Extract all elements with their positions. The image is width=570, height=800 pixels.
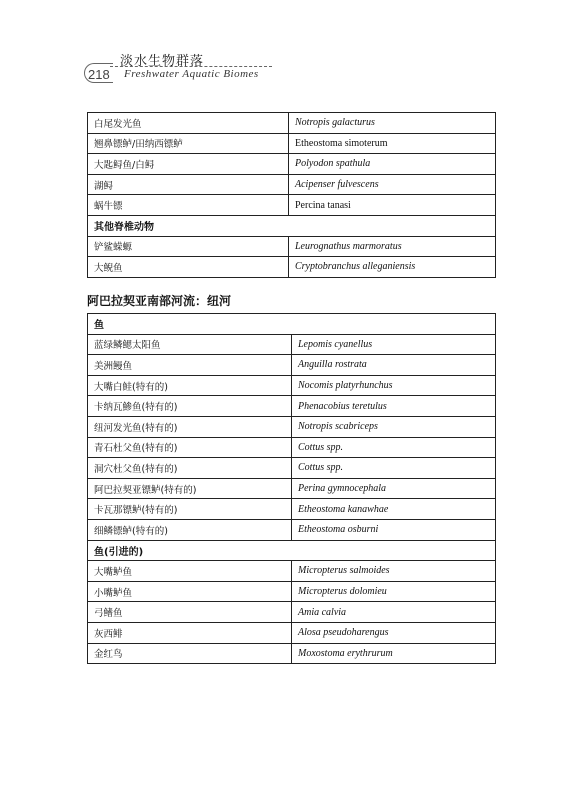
common-name-cell: 细鳞镖鲈(特有的): [88, 519, 292, 540]
scientific-name-cell: Cottus spp.: [292, 437, 496, 458]
species-table-2-body: [88, 314, 496, 664]
scientific-name-cell: Polyodon spathula: [289, 154, 496, 175]
section-title: 阿巴拉契亚南部河流：纽河: [87, 294, 232, 308]
category-label: 其他脊椎动物: [88, 215, 496, 236]
scientific-name-cell: Etheostoma kanawhae: [292, 499, 496, 520]
scientific-name-cell: Etheostoma osburni: [292, 519, 496, 540]
scientific-name-cell: Notropis galacturus: [289, 113, 496, 134]
table-row: [88, 174, 496, 195]
species-table-1: [87, 112, 496, 278]
category-label: 鱼(引进的): [88, 540, 496, 561]
table-row: [88, 154, 496, 175]
category-row: [88, 314, 496, 335]
scientific-name-cell: Amia calvia: [292, 602, 496, 623]
common-name-cell: 美洲鳗鱼: [88, 355, 292, 376]
common-name-cell: 阿巴拉契亚镖鲈(特有的): [88, 478, 292, 499]
scientific-name-cell: Anguilla rostrata: [292, 355, 496, 376]
category-row: [88, 540, 496, 561]
common-name-cell: 青石杜父鱼(特有的): [88, 437, 292, 458]
table-row: [88, 113, 496, 134]
table-row: [88, 581, 496, 602]
common-name-cell: 大匙鲟鱼/白鲟: [88, 154, 289, 175]
common-name-cell: 翘鼻镖鲈/田纳西镖鲈: [88, 133, 289, 154]
category-row: [88, 215, 496, 236]
scientific-name-cell: Cryptobranchus alleganiensis: [289, 257, 496, 278]
scientific-name-cell: Micropterus salmoides: [292, 561, 496, 582]
table-row: [88, 478, 496, 499]
species-table-2: [87, 313, 496, 664]
species-table-1-body: [88, 113, 496, 278]
common-name-cell: 金红鸟: [88, 643, 292, 664]
table-row: [88, 561, 496, 582]
common-name-cell: 大鲵鱼: [88, 257, 289, 278]
scientific-name-cell: Leurognathus marmoratus: [289, 236, 496, 257]
table-row: [88, 622, 496, 643]
scientific-name-cell: Etheostoma simoterum: [289, 133, 496, 154]
table-row: [88, 334, 496, 355]
scientific-name-cell: Micropterus dolomieu: [292, 581, 496, 602]
common-name-cell: 白尾发光鱼: [88, 113, 289, 134]
scientific-name-cell: Perina gymnocephala: [292, 478, 496, 499]
scientific-name-cell: Moxostoma erythrurum: [292, 643, 496, 664]
scientific-name-cell: Nocomis platyrhunchus: [292, 375, 496, 396]
table-row: [88, 257, 496, 278]
page-header: [88, 50, 288, 90]
category-label: 鱼: [88, 314, 496, 335]
scientific-name-cell: Percina tanasi: [289, 195, 496, 216]
table-row: [88, 396, 496, 417]
table-row: [88, 236, 496, 257]
scientific-name-cell: Cottus spp.: [292, 458, 496, 479]
common-name-cell: 蜗牛镖: [88, 195, 289, 216]
table-row: [88, 643, 496, 664]
common-name-cell: 铲鲨蝾螈: [88, 236, 289, 257]
scientific-name-cell: Alosa pseudoharengus: [292, 622, 496, 643]
common-name-cell: 小嘴鲈鱼: [88, 581, 292, 602]
common-name-cell: 灰西鲱: [88, 622, 292, 643]
common-name-cell: 卡纳瓦鯵鱼(特有的): [88, 396, 292, 417]
table-row: [88, 375, 496, 396]
scientific-name-cell: Phenacobius teretulus: [292, 396, 496, 417]
scientific-name-cell: Lepomis cyanellus: [292, 334, 496, 355]
table-row: [88, 519, 496, 540]
book-title: 淡水生物群落: [120, 54, 205, 69]
table-row: [88, 437, 496, 458]
scientific-name-cell: Notropis scabriceps: [292, 416, 496, 437]
table-row: [88, 458, 496, 479]
table-row: [88, 499, 496, 520]
common-name-cell: 大嘴白鲑(特有的): [88, 375, 292, 396]
common-name-cell: 大嘴鲈鱼: [88, 561, 292, 582]
table-row: [88, 416, 496, 437]
table-row: [88, 602, 496, 623]
table-row: [88, 195, 496, 216]
common-name-cell: 蓝绿鳞鳃太阳鱼: [88, 334, 292, 355]
table-row: [88, 355, 496, 376]
table-row: [88, 133, 496, 154]
common-name-cell: 弓鳍鱼: [88, 602, 292, 623]
scientific-name-cell: Acipenser fulvescens: [289, 174, 496, 195]
page-number: 218: [88, 67, 110, 82]
common-name-cell: 纽河发光鱼(特有的): [88, 416, 292, 437]
common-name-cell: 卡瓦那镖鲈(特有的): [88, 499, 292, 520]
book-subtitle: Freshwater Aquatic Biomes: [124, 68, 259, 80]
common-name-cell: 湖鲟: [88, 174, 289, 195]
common-name-cell: 洞穴杜父鱼(特有的): [88, 458, 292, 479]
